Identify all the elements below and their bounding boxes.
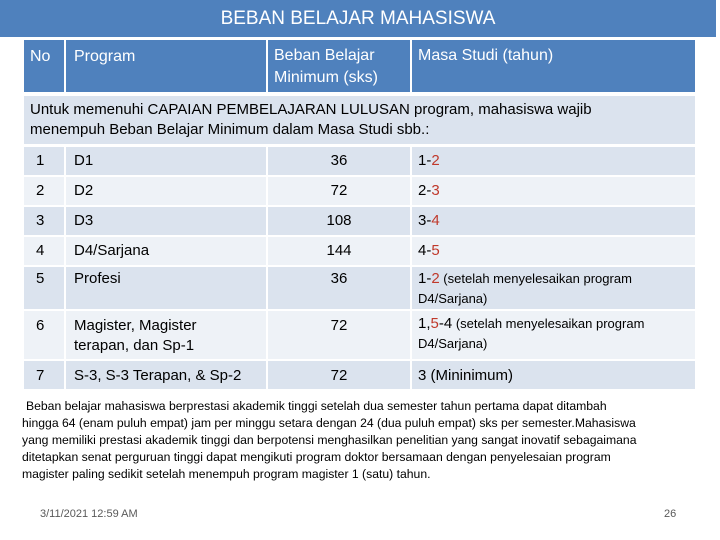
row-1-masa (412, 147, 695, 175)
row-1-masa-start: 1- (418, 152, 432, 169)
row-7-masa: 3 (Mininimum) (412, 361, 695, 389)
row-7-program: S-3, S-3 Terapan, & Sp-2 (66, 361, 266, 389)
row-6-masa-start: 1, (418, 315, 431, 332)
slide-date: 3/11/2021 12:59 AM (40, 508, 138, 520)
header-program: Program (66, 40, 266, 92)
footnote-line-2: hingga 64 (enam puluh empat) jam per minggu setara dengan 24 (dua puluh empat) sks per semester.Mahasiswa (22, 416, 636, 430)
row-1-sks: 36 (268, 147, 410, 175)
row-4-masa-start: 4- (418, 242, 432, 259)
row-6-masa-line1 (418, 314, 695, 334)
row-5-sks: 36 (268, 267, 410, 309)
header-no: No (24, 40, 64, 92)
row-5-masa (412, 267, 695, 309)
footnote-line-4: ditetapkan senat perguruan tinggi dapat mengikuti program doktor bersamaan dengan penyelesaian program (22, 450, 611, 464)
row-6-program (66, 311, 266, 359)
row-7-no: 7 (24, 361, 64, 389)
row-6-masa (412, 311, 695, 359)
row-5-note-1: (setelah menyelesaikan program (439, 271, 632, 286)
row-2-sks: 72 (268, 177, 410, 205)
header-masa-studi: Masa Studi (tahun) (412, 40, 695, 92)
row-1-masa-end: 2 (431, 152, 440, 169)
header-beban-line1: Beban Belajar (274, 47, 375, 64)
footnote (22, 398, 690, 483)
row-3-masa (412, 207, 695, 235)
intro-line-2: menempuh Beban Belajar Minimum dalam Masa Studi sbb.: (30, 121, 430, 138)
row-3-masa-start: 3- (418, 212, 432, 229)
header-beban-belajar (268, 40, 410, 92)
row-6-note-1: (setelah menyelesaikan program (452, 316, 645, 331)
row-5-masa-end: 2 (431, 270, 440, 287)
row-3-no: 3 (24, 207, 64, 235)
row-5-note-2: D4/Sarjana) (418, 291, 488, 306)
row-6-masa-mid: 5 (430, 315, 439, 332)
row-3-masa-end: 4 (431, 212, 440, 229)
row-4-program: D4/Sarjana (66, 237, 266, 265)
footnote-line-3: yang memiliki prestasi akademik tinggi dan berpotensi menghasilkan penelitian yang sangat inovatif sebagaimana (22, 433, 637, 447)
row-4-no: 4 (24, 237, 64, 265)
row-4-masa-end: 5 (431, 242, 440, 259)
row-5-masa-line1 (418, 269, 695, 289)
row-2-masa-start: 2- (418, 182, 432, 199)
row-1-program: D1 (66, 147, 266, 175)
intro-line-1: Untuk memenuhi CAPAIAN PEMBELAJARAN LULUSAN program, mahasiswa wajib (30, 101, 592, 118)
row-1-no: 1 (24, 147, 64, 175)
header-beban-line2: Minimum (sks) (274, 69, 378, 86)
row-5-no: 5 (24, 267, 64, 309)
row-5-program: Profesi (66, 267, 266, 309)
row-3-program: D3 (66, 207, 266, 235)
row-7-sks: 72 (268, 361, 410, 389)
row-6-masa-end: -4 (438, 315, 453, 332)
footnote-line-5: magister paling sedikit setelah menempuh program magister 1 (satu) tahun. (22, 467, 431, 481)
row-4-sks: 144 (268, 237, 410, 265)
slide-title: BEBAN BELAJAR MAHASISWA (0, 0, 716, 37)
row-4-masa (412, 237, 695, 265)
row-2-masa-end: 3 (431, 182, 440, 199)
row-6-program-line1: Magister, Magister (74, 317, 197, 334)
row-6-no: 6 (24, 311, 64, 359)
row-3-sks: 108 (268, 207, 410, 235)
row-2-no: 2 (24, 177, 64, 205)
row-5-masa-start: 1- (418, 270, 432, 287)
row-2-program: D2 (66, 177, 266, 205)
row-2-masa (412, 177, 695, 205)
page-number: 26 (664, 508, 677, 520)
row-6-note-2: D4/Sarjana) (418, 336, 488, 351)
footnote-line-1: Beban belajar mahasiswa berprestasi akademik tinggi setelah dua semester tahun pertama dapat ditambah (26, 399, 607, 413)
intro-text (24, 96, 695, 144)
row-6-program-line2: terapan, dan Sp-1 (74, 337, 195, 354)
row-6-sks: 72 (268, 311, 410, 359)
